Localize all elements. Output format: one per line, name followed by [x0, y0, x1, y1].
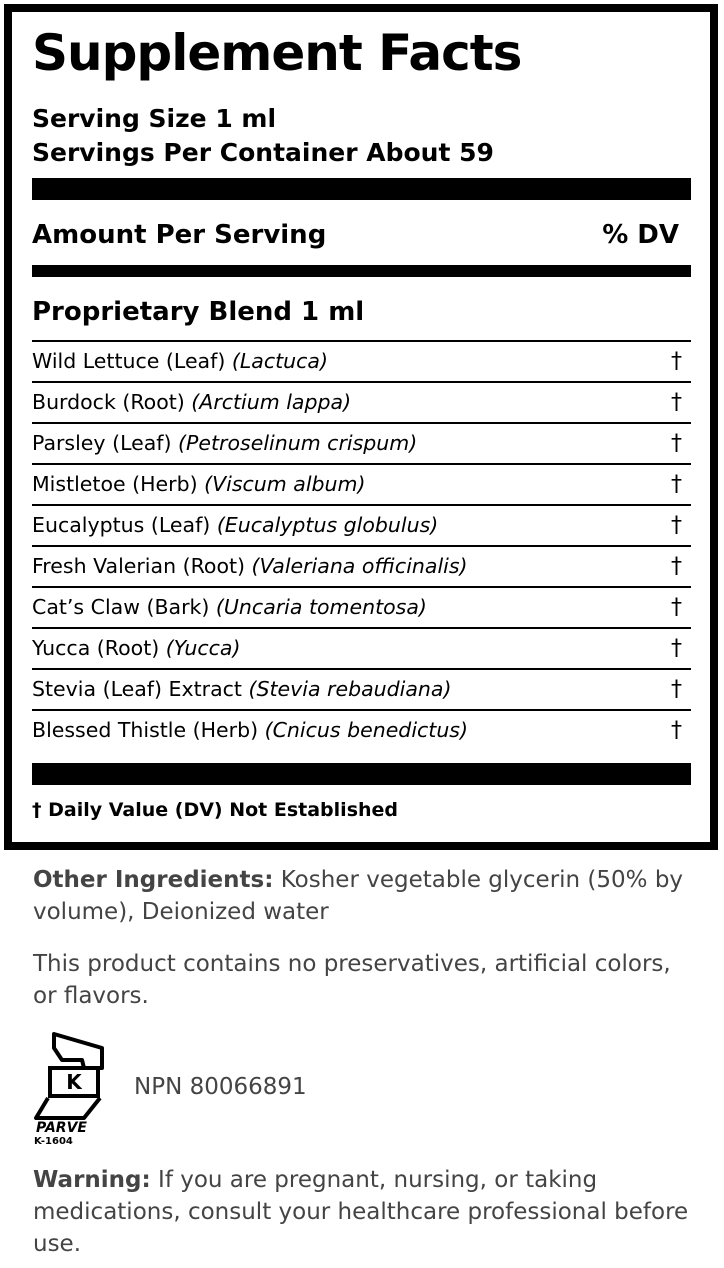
- preservative-note: This product contains no preservatives, artificial colors, or flavors.: [33, 951, 671, 1009]
- thick-divider-bottom: [32, 763, 691, 785]
- ingredient-latin-name: (Cnicus benedictus): [264, 718, 468, 742]
- kosher-mark-top-shape: [54, 1034, 102, 1068]
- ingredient-name: Yucca (Root): [32, 636, 166, 660]
- kosher-k-letter: K: [66, 1070, 82, 1094]
- ingredient-name: Stevia (Leaf) Extract: [32, 677, 249, 701]
- ingredient-name: Cat’s Claw (Bark): [32, 595, 216, 619]
- kosher-certification-code: K-1604: [34, 1136, 73, 1147]
- ingredient-row: [32, 586, 691, 627]
- kosher-mark-bottom-shape: [36, 1098, 100, 1118]
- warning-text: If you are pregnant, nursing, or taking medications, consult your healthcare professional before use.: [33, 1167, 689, 1257]
- npn-number: NPN 80066891: [134, 1074, 307, 1100]
- kosher-parve-logo: [28, 1030, 112, 1148]
- dagger-mark: †: [671, 677, 682, 702]
- dagger-mark: †: [671, 636, 682, 661]
- ingredient-name: Mistletoe (Herb): [32, 472, 205, 496]
- other-ingredients: [33, 864, 693, 928]
- proprietary-blend: Proprietary Blend 1 ml: [32, 297, 365, 327]
- supplement-facts-panel: [4, 4, 718, 850]
- dagger-mark: †: [671, 595, 682, 620]
- dagger-mark: †: [671, 472, 682, 497]
- amount-per-serving-header: Amount Per Serving: [32, 220, 327, 250]
- dagger-mark: †: [671, 718, 682, 743]
- ingredient-latin-name: (Eucalyptus globulus): [216, 513, 439, 537]
- dv-header: % DV: [602, 220, 679, 250]
- ingredient-row: [32, 668, 691, 709]
- ingredient-name: Fresh Valerian (Root): [32, 554, 252, 578]
- ingredient-latin-name: (Lactuca): [231, 349, 328, 373]
- ingredient-row: [32, 545, 691, 586]
- ingredient-latin-name: (Arctium lappa): [191, 390, 352, 414]
- panel-title: Supplement Facts: [32, 24, 522, 82]
- ingredient-name: Burdock (Root): [32, 390, 192, 414]
- ingredient-row: [32, 340, 691, 381]
- ingredient-list: [32, 340, 691, 750]
- ingredient-latin-name: (Petroselinum crispum): [178, 431, 418, 455]
- ingredient-row: [32, 463, 691, 504]
- dagger-mark: †: [671, 390, 682, 415]
- ingredient-row: [32, 381, 691, 422]
- serving-size: Serving Size 1 ml: [32, 104, 277, 133]
- dagger-mark: †: [671, 554, 682, 579]
- warning-label: Warning:: [33, 1167, 151, 1193]
- ingredient-name: Eucalyptus (Leaf): [32, 513, 217, 537]
- ingredient-latin-name: (Yucca): [165, 636, 241, 660]
- thick-divider-middle: [32, 265, 691, 277]
- ingredient-latin-name: (Uncaria tomentosa): [215, 595, 427, 619]
- ingredient-name: Blessed Thistle (Herb): [32, 718, 265, 742]
- ingredient-latin-name: (Stevia rebaudiana): [248, 677, 452, 701]
- daily-value-footnote: † Daily Value (DV) Not Established: [32, 799, 399, 821]
- other-ingredients-text: Kosher vegetable glycerin (50% by volume), Deionized water: [33, 867, 684, 925]
- ingredient-row: [32, 627, 691, 668]
- ingredient-latin-name: (Viscum album): [204, 472, 366, 496]
- parve-text: PARVE: [36, 1120, 87, 1136]
- dagger-mark: †: [671, 513, 682, 538]
- ingredient-row: [32, 504, 691, 545]
- warning: [33, 1164, 703, 1260]
- ingredient-row: [32, 422, 691, 463]
- servings-per-container: Servings Per Container About 59: [32, 138, 494, 167]
- thick-divider-top: [32, 178, 691, 200]
- other-ingredients-label: Other Ingredients:: [33, 867, 274, 893]
- ingredient-name: Parsley (Leaf): [32, 431, 179, 455]
- ingredient-name: Wild Lettuce (Leaf): [32, 349, 232, 373]
- ingredient-latin-name: (Valeriana officinalis): [251, 554, 468, 578]
- ingredient-row: [32, 709, 691, 750]
- dagger-mark: †: [671, 349, 682, 374]
- dagger-mark: †: [671, 431, 682, 456]
